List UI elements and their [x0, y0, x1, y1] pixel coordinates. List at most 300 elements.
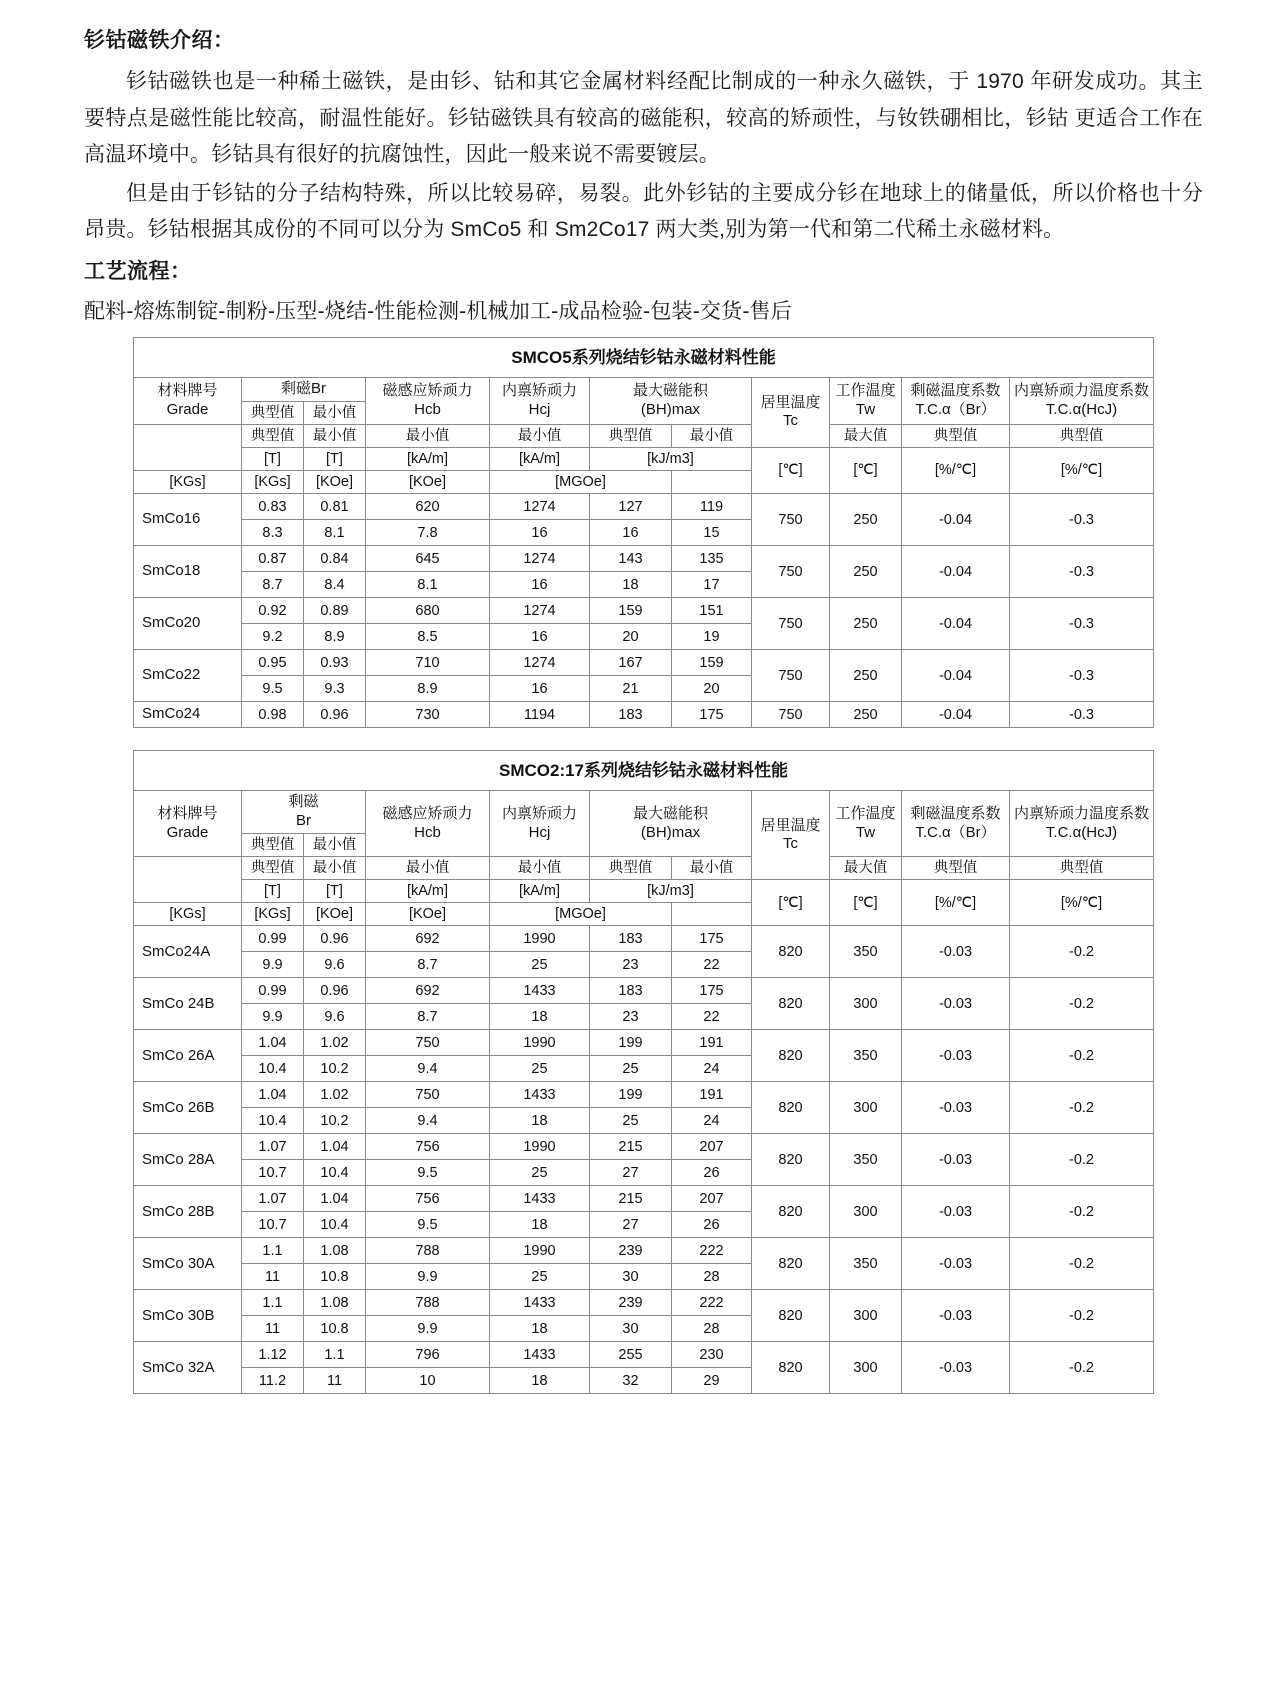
cell-hcj-cgs: 25 [490, 1056, 590, 1082]
header-hcb-line1: 磁感应矫顽力 [382, 382, 473, 400]
cell-hcj-si: 1990 [490, 1134, 590, 1160]
header-tchcj-typ: 典型值 [1009, 424, 1153, 447]
header-grade-line2: Grade [166, 823, 209, 841]
cell-hcj-si: 1274 [489, 598, 589, 624]
cell-grade: SmCo16 [133, 494, 241, 546]
cell-tc: 820 [752, 926, 830, 978]
cell-hcb-cgs: 7.8 [365, 520, 489, 546]
process-flow-text: 配料-熔炼制锭-制粉-压型-烧结-性能检测-机械加工-成品检验-包装-交货-售后 [84, 299, 792, 323]
cell-bh-typ-cgs: 20 [589, 624, 671, 650]
cell-tw: 250 [829, 650, 901, 702]
header-tw-max: 最大值 [829, 424, 901, 447]
cell-hcj-si: 1274 [489, 494, 589, 520]
cell-bh-typ-si: 239 [590, 1290, 672, 1316]
cell-bh-typ-si: 183 [590, 926, 672, 952]
unit-br-typ-kgs: [KGs] [133, 471, 241, 494]
cell-hcj-cgs: 18 [490, 1004, 590, 1030]
unit-tw: [℃] [829, 447, 901, 493]
cell-br-min-cgs: 8.4 [303, 572, 365, 598]
cell-hcb-cgs: 9.5 [366, 1212, 490, 1238]
unit-br-min: [T] [304, 880, 366, 903]
cell-tchcj: -0.2 [1010, 926, 1154, 978]
cell-br-typ-si: 0.95 [241, 650, 303, 676]
table-row [134, 1082, 1154, 1108]
header-tcbr-line2: T.C.α（Br） [915, 823, 996, 841]
cell-br-typ-si: 1.04 [242, 1030, 304, 1056]
cell-tcbr: -0.03 [902, 1238, 1010, 1290]
header-tchcj [1010, 791, 1154, 857]
cell-br-min-si: 0.96 [303, 702, 365, 728]
cell-tchcj: -0.2 [1010, 1134, 1154, 1186]
cell-tw: 350 [830, 1238, 902, 1290]
table-caption-row [134, 751, 1154, 791]
cell-tchcj: -0.3 [1009, 598, 1153, 650]
cell-br-typ-cgs: 8.7 [241, 572, 303, 598]
cell-bh-min-si: 175 [672, 926, 752, 952]
cell-grade: SmCo 24B [134, 978, 242, 1030]
table-smco217 [133, 750, 1154, 1394]
cell-tc: 750 [751, 650, 829, 702]
header-grade-spacer [133, 424, 241, 470]
cell-hcb-si: 788 [366, 1238, 490, 1264]
header-grade-spacer [134, 857, 242, 903]
cell-bh-min-si: 175 [672, 978, 752, 1004]
cell-bh-typ-cgs: 25 [590, 1108, 672, 1134]
header-tchcj [1009, 377, 1153, 424]
cell-bh-typ-si: 199 [590, 1030, 672, 1056]
cell-bh-min-si: 207 [672, 1186, 752, 1212]
cell-bh-min-cgs: 29 [672, 1368, 752, 1394]
cell-hcb-si: 620 [365, 494, 489, 520]
cell-br-typ-si: 1.04 [242, 1082, 304, 1108]
header-tw [829, 377, 901, 424]
cell-tw: 250 [829, 494, 901, 546]
cell-br-min-cgs: 10.4 [304, 1212, 366, 1238]
header-hcj-line1: 内禀矫顽力 [501, 804, 577, 822]
header-tw [830, 791, 902, 857]
cell-hcj-cgs: 18 [490, 1316, 590, 1342]
table-caption-row [133, 337, 1153, 377]
header-grade-line1: 材料牌号 [157, 382, 218, 400]
cell-hcb-cgs: 10 [366, 1368, 490, 1394]
cell-hcb-si: 756 [366, 1186, 490, 1212]
header-br-line2: Br [296, 812, 311, 830]
header-tchcj-line1: 内禀矫顽力温度系数 [1013, 382, 1149, 400]
cell-bh-typ-cgs: 25 [590, 1056, 672, 1082]
cell-hcj-si: 1433 [490, 1186, 590, 1212]
cell-tcbr: -0.03 [902, 1082, 1010, 1134]
cell-tcbr: -0.04 [901, 650, 1009, 702]
cell-hcb-si: 730 [365, 702, 489, 728]
cell-hcb-si: 710 [365, 650, 489, 676]
cell-hcj-si: 1274 [489, 650, 589, 676]
cell-br-typ-cgs: 8.3 [241, 520, 303, 546]
unit-hcb-koe: [KOe] [304, 903, 366, 926]
cell-bh-typ-si: 143 [589, 546, 671, 572]
cell-br-min-si: 0.84 [303, 546, 365, 572]
cell-br-min-si: 0.93 [303, 650, 365, 676]
cell-hcb-cgs: 8.7 [366, 1004, 490, 1030]
cell-br-min-si: 1.08 [304, 1238, 366, 1264]
unit-br-typ: [T] [241, 447, 303, 470]
cell-bh-min-cgs: 20 [671, 676, 751, 702]
cell-tchcj: -0.2 [1010, 1342, 1154, 1394]
cell-hcj-cgs: 25 [490, 1160, 590, 1186]
cell-tcbr: -0.03 [902, 978, 1010, 1030]
cell-bh-typ-si: 199 [590, 1082, 672, 1108]
cell-tchcj: -0.3 [1009, 546, 1153, 598]
header-hcb [366, 791, 490, 857]
cell-br-min-cgs: 8.9 [303, 624, 365, 650]
header-bhmax-line2: (BH)max [640, 400, 701, 418]
cell-tcbr: -0.03 [902, 1134, 1010, 1186]
cell-tchcj: -0.2 [1010, 978, 1154, 1030]
cell-bh-min-cgs: 22 [672, 952, 752, 978]
header-tc [752, 791, 830, 880]
header-hcb [365, 377, 489, 424]
unit-hcj-koe: [KOe] [365, 471, 489, 494]
cell-tw: 300 [830, 1082, 902, 1134]
cell-br-min-cgs: 8.1 [303, 520, 365, 546]
cell-bh-min-si: 222 [672, 1238, 752, 1264]
header-grade [134, 791, 242, 857]
cell-tchcj: -0.3 [1009, 494, 1153, 546]
intro-paragraph-1: 钐钴磁铁也是一种稀土磁铁，是由钐、钴和其它金属材料经配比制成的一种永久磁铁，于 1970 年研发成功。其主要特点是磁性能比较高，耐温性能好。钐钴磁铁具有较高的磁能积，较高的矫顽性，与钕铁硼相比，钐钴 更适合工作在高温环境中。钐钴具有很好的抗腐蚀性，因此一般来说不需要镀层。 [84, 70, 1203, 167]
cell-tw: 350 [830, 926, 902, 978]
cell-hcb-si: 750 [366, 1082, 490, 1108]
cell-br-typ-si: 0.98 [241, 702, 303, 728]
cell-hcb-si: 692 [366, 926, 490, 952]
cell-bh-min-cgs: 26 [672, 1160, 752, 1186]
table-row [134, 1030, 1154, 1056]
cell-tcbr: -0.04 [901, 598, 1009, 650]
unit-tw: [℃] [830, 880, 902, 926]
cell-grade: SmCo 28A [134, 1134, 242, 1186]
cell-tw: 300 [830, 1342, 902, 1394]
cell-hcj-cgs: 16 [489, 676, 589, 702]
cell-br-min-si: 0.96 [304, 926, 366, 952]
table-row [134, 978, 1154, 1004]
cell-hcb-cgs: 8.5 [365, 624, 489, 650]
table-row [133, 546, 1153, 572]
cell-br-typ-cgs: 11 [242, 1316, 304, 1342]
cell-hcj-cgs: 16 [489, 520, 589, 546]
cell-hcj-si: 1433 [490, 1342, 590, 1368]
cell-br-min-si: 0.89 [303, 598, 365, 624]
cell-hcb-si: 680 [365, 598, 489, 624]
cell-hcj-cgs: 18 [490, 1368, 590, 1394]
header-hcb-line2: Hcb [414, 823, 441, 841]
table-row [133, 494, 1153, 520]
table-smco217-wrapper [84, 750, 1203, 1394]
cell-bh-typ-cgs: 32 [590, 1368, 672, 1394]
header-tw-line2: Tw [855, 400, 876, 418]
cell-tc: 750 [751, 546, 829, 598]
cell-bh-min-si: 175 [671, 702, 751, 728]
cell-br-min-cgs: 9.6 [304, 952, 366, 978]
header-hcb-min: 最小值 [365, 424, 489, 447]
cell-hcj-cgs: 18 [490, 1108, 590, 1134]
cell-bh-typ-si: 159 [589, 598, 671, 624]
header-tw-line1: 工作温度 [835, 382, 896, 400]
cell-hcb-cgs: 8.1 [365, 572, 489, 598]
cell-br-min-cgs: 9.3 [303, 676, 365, 702]
cell-hcj-cgs: 25 [490, 1264, 590, 1290]
cell-bh-typ-cgs: 23 [590, 952, 672, 978]
cell-br-typ-cgs: 10.7 [242, 1160, 304, 1186]
cell-tc: 820 [752, 1030, 830, 1082]
header-tchcj-line2: T.C.α(HcJ) [1045, 823, 1118, 841]
cell-grade: SmCo 28B [134, 1186, 242, 1238]
cell-bh-min-si: 222 [672, 1290, 752, 1316]
cell-br-typ-cgs: 9.2 [241, 624, 303, 650]
table-row [134, 1134, 1154, 1160]
cell-hcj-si: 1990 [490, 926, 590, 952]
header-hcj [489, 377, 589, 424]
cell-br-typ-cgs: 10.4 [242, 1108, 304, 1134]
cell-tw: 300 [830, 1290, 902, 1342]
cell-hcb-cgs: 9.9 [366, 1264, 490, 1290]
cell-tchcj: -0.2 [1010, 1290, 1154, 1342]
cell-bh-typ-cgs: 27 [590, 1160, 672, 1186]
cell-bh-typ-si: 215 [590, 1134, 672, 1160]
unit-br-min-kgs: [KGs] [241, 471, 303, 494]
cell-br-typ-cgs: 10.7 [242, 1212, 304, 1238]
header-br-min: 最小值 [304, 857, 366, 880]
table-row [133, 650, 1153, 676]
cell-grade: SmCo18 [133, 546, 241, 598]
cell-br-min-si: 1.04 [304, 1134, 366, 1160]
header-bhmax-line1: 最大磁能积 [632, 382, 708, 400]
unit-tchcj: [%/℃] [1010, 880, 1154, 926]
header-br-typ-2: 典型值 [241, 424, 303, 447]
cell-bh-min-si: 135 [671, 546, 751, 572]
table-row [134, 926, 1154, 952]
header-tc-line1: 居里温度 [760, 816, 821, 834]
cell-bh-min-cgs: 24 [672, 1056, 752, 1082]
cell-bh-typ-cgs: 30 [590, 1264, 672, 1290]
cell-tchcj: -0.3 [1009, 650, 1153, 702]
header-tw-line2: Tw [855, 823, 876, 841]
cell-tc: 820 [752, 1238, 830, 1290]
cell-tc: 750 [751, 702, 829, 728]
cell-grade: SmCo24A [134, 926, 242, 978]
unit-tc: [℃] [752, 880, 830, 926]
cell-bh-typ-si: 127 [589, 494, 671, 520]
cell-br-min-si: 1.04 [304, 1186, 366, 1212]
cell-hcj-si: 1274 [489, 546, 589, 572]
cell-grade: SmCo20 [133, 598, 241, 650]
cell-hcj-si: 1194 [489, 702, 589, 728]
cell-hcj-si: 1433 [490, 1082, 590, 1108]
cell-tw: 300 [830, 978, 902, 1030]
cell-bh-typ-si: 183 [590, 978, 672, 1004]
header-grade-line2: Grade [166, 400, 209, 418]
cell-hcj-cgs: 16 [489, 572, 589, 598]
header-hcb-line2: Hcb [414, 400, 441, 418]
cell-tchcj: -0.3 [1009, 702, 1153, 728]
cell-tc: 820 [752, 1082, 830, 1134]
header-hcj-line1: 内禀矫顽力 [501, 382, 577, 400]
unit-hcb: [kA/m] [366, 880, 490, 903]
cell-tcbr: -0.03 [902, 1186, 1010, 1238]
cell-tcbr: -0.03 [902, 1342, 1010, 1394]
cell-bh-min-cgs: 28 [672, 1316, 752, 1342]
cell-br-typ-cgs: 9.5 [241, 676, 303, 702]
header-bhmax-line2: (BH)max [640, 823, 701, 841]
cell-hcj-cgs: 25 [490, 952, 590, 978]
cell-bh-typ-si: 183 [589, 702, 671, 728]
cell-hcj-si: 1433 [490, 978, 590, 1004]
cell-hcb-si: 796 [366, 1342, 490, 1368]
unit-bh: [kJ/m3] [590, 880, 752, 903]
unit-br-min: [T] [303, 447, 365, 470]
cell-hcj-cgs: 16 [489, 624, 589, 650]
cell-tc: 820 [752, 1342, 830, 1394]
cell-bh-min-si: 207 [672, 1134, 752, 1160]
header-br-typ: 典型值 [241, 401, 303, 424]
cell-br-typ-si: 0.99 [242, 978, 304, 1004]
header-tcbr [901, 377, 1009, 424]
header-br [242, 791, 366, 834]
cell-tw: 250 [829, 546, 901, 598]
cell-br-min-cgs: 10.4 [304, 1160, 366, 1186]
header-grade [133, 377, 241, 424]
unit-tchcj: [%/℃] [1009, 447, 1153, 493]
cell-bh-min-si: 159 [671, 650, 751, 676]
unit-tcbr: [%/℃] [902, 880, 1010, 926]
cell-bh-typ-cgs: 16 [589, 520, 671, 546]
cell-bh-min-si: 191 [672, 1030, 752, 1056]
cell-br-min-si: 1.08 [304, 1290, 366, 1316]
header-tcbr-typ: 典型值 [901, 424, 1009, 447]
cell-br-typ-cgs: 9.9 [242, 1004, 304, 1030]
cell-br-min-si: 0.96 [304, 978, 366, 1004]
cell-tcbr: -0.04 [901, 546, 1009, 598]
table-row [133, 702, 1153, 728]
header-br: 剩磁Br [241, 377, 365, 401]
header-tcbr-line1: 剩磁温度系数 [910, 382, 1001, 400]
cell-hcb-si: 756 [366, 1134, 490, 1160]
cell-bh-min-si: 119 [671, 494, 751, 520]
cell-hcb-cgs: 8.9 [365, 676, 489, 702]
cell-br-typ-cgs: 9.9 [242, 952, 304, 978]
cell-tc: 750 [751, 598, 829, 650]
cell-bh-min-cgs: 28 [672, 1264, 752, 1290]
header-tw-line1: 工作温度 [835, 804, 896, 822]
unit-bh-mgoe: [MGOe] [489, 471, 671, 494]
cell-tcbr: -0.03 [902, 926, 1010, 978]
header-row-1 [133, 377, 1153, 401]
cell-hcb-si: 645 [365, 546, 489, 572]
cell-br-typ-si: 1.12 [242, 1342, 304, 1368]
cell-bh-min-cgs: 26 [672, 1212, 752, 1238]
cell-tcbr: -0.04 [901, 702, 1009, 728]
cell-bh-min-cgs: 19 [671, 624, 751, 650]
cell-tw: 250 [829, 598, 901, 650]
header-tchcj-line1: 内禀矫顽力温度系数 [1013, 804, 1149, 822]
header-hcj-line2: Hcj [528, 823, 551, 841]
cell-tc: 750 [751, 494, 829, 546]
cell-grade: SmCo 26B [134, 1082, 242, 1134]
cell-tchcj: -0.2 [1010, 1030, 1154, 1082]
header-tc-line2: Tc [782, 412, 798, 430]
header-grade-line1: 材料牌号 [157, 804, 218, 822]
header-tcbr-typ: 典型值 [902, 857, 1010, 880]
cell-bh-typ-cgs: 27 [590, 1212, 672, 1238]
unit-row-1 [133, 447, 1153, 470]
table-caption: SMCO5系列烧结钐钴永磁材料性能 [133, 337, 1153, 377]
cell-bh-typ-si: 215 [590, 1186, 672, 1212]
cell-tcbr: -0.03 [902, 1290, 1010, 1342]
header-bh-min: 最小值 [672, 857, 752, 880]
header-tcbr [902, 791, 1010, 857]
process-heading: 工艺流程： [84, 259, 192, 283]
header-bh-typ: 典型值 [589, 424, 671, 447]
cell-tc: 820 [752, 1290, 830, 1342]
cell-bh-min-si: 191 [672, 1082, 752, 1108]
cell-tw: 350 [830, 1134, 902, 1186]
unit-tcbr: [%/℃] [901, 447, 1009, 493]
unit-hcj: [kA/m] [490, 880, 590, 903]
table-row [134, 1342, 1154, 1368]
header-br-min-a: 最小值 [304, 833, 366, 856]
unit-hcj-koe: [KOe] [366, 903, 490, 926]
cell-bh-min-cgs: 15 [671, 520, 751, 546]
unit-br-typ: [T] [242, 880, 304, 903]
cell-br-min-si: 1.1 [304, 1342, 366, 1368]
cell-tchcj: -0.2 [1010, 1082, 1154, 1134]
cell-tchcj: -0.2 [1010, 1238, 1154, 1290]
header-br-typ: 典型值 [242, 857, 304, 880]
cell-bh-min-cgs: 17 [671, 572, 751, 598]
intro-paragraph-2: 但是由于钐钴的分子结构特殊，所以比较易碎，易裂。此外钐钴的主要成分钐在地球上的储量低，所以价格也十分昂贵。钐钴根据其成份的不同可以分为 SmCo5 和 Sm2Co17 两大类,别为第一代和第二代稀土永磁材料。 [84, 181, 1203, 242]
header-hcj-min: 最小值 [490, 857, 590, 880]
cell-bh-min-cgs: 24 [672, 1108, 752, 1134]
header-row-3 [134, 857, 1154, 880]
cell-bh-min-si: 230 [672, 1342, 752, 1368]
header-row-1 [134, 791, 1154, 834]
cell-br-min-si: 1.02 [304, 1030, 366, 1056]
header-hcb-line1: 磁感应矫顽力 [382, 804, 473, 822]
cell-br-min-cgs: 10.8 [304, 1316, 366, 1342]
cell-bh-typ-cgs: 30 [590, 1316, 672, 1342]
cell-br-min-cgs: 10.2 [304, 1108, 366, 1134]
header-bh-typ: 典型值 [590, 857, 672, 880]
cell-bh-typ-cgs: 23 [590, 1004, 672, 1030]
table-smco5 [133, 337, 1154, 729]
unit-hcj: [kA/m] [489, 447, 589, 470]
cell-hcj-si: 1990 [490, 1238, 590, 1264]
cell-bh-typ-si: 167 [589, 650, 671, 676]
cell-br-min-cgs: 9.6 [304, 1004, 366, 1030]
header-hcj-line2: Hcj [528, 400, 551, 418]
cell-bh-typ-cgs: 21 [589, 676, 671, 702]
cell-hcb-si: 788 [366, 1290, 490, 1316]
unit-hcb: [kA/m] [365, 447, 489, 470]
cell-tchcj: -0.2 [1010, 1186, 1154, 1238]
cell-hcb-cgs: 9.5 [366, 1160, 490, 1186]
table-smco5-wrapper [84, 337, 1203, 729]
table-row [133, 598, 1153, 624]
cell-tw: 350 [830, 1030, 902, 1082]
cell-grade: SmCo24 [133, 702, 241, 728]
cell-br-typ-si: 1.07 [242, 1134, 304, 1160]
header-br-min: 最小值 [303, 401, 365, 424]
unit-br-typ-kgs: [KGs] [134, 903, 242, 926]
header-br-line1: 剩磁 [288, 793, 319, 811]
cell-tw: 300 [830, 1186, 902, 1238]
